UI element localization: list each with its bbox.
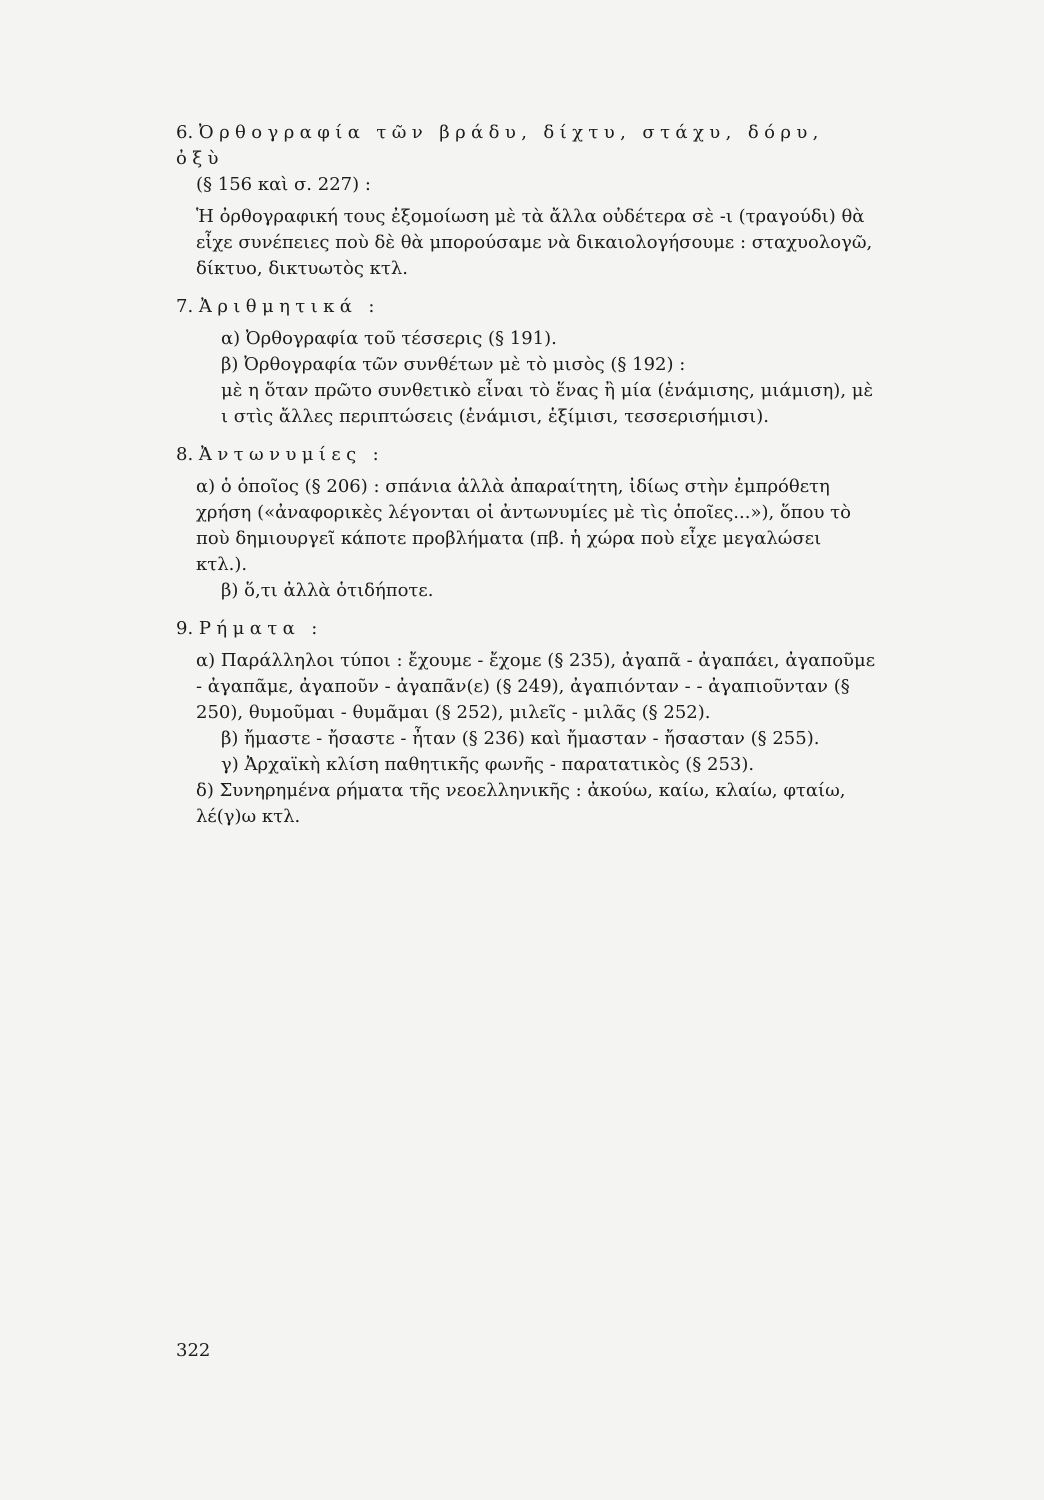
section-heading: Ρήματα : [198,618,323,639]
list-item: α) ὁ ὁποῖος (§ 206) : σπάνια ἀλλὰ ἀπαραίτητη, ἰδίως στὴν ἐμπρόθετη χρήση («ἀναφορικὲς λέγονται οἱ ἀντωνυμίες μὲ τὶς ὁποῖες...»), ὅπου τὸ ποὺ δημιουργεῖ κάποτε προβλήματα (πβ. ἡ χώρα ποὺ εἶχε μεγαλώσει κτλ.). [196,476,851,575]
section-number: 6. [176,122,194,143]
page-number: 322 [176,1340,211,1361]
section-heading: Ὀρθογραφία τῶν βράδυ, δίχτυ, στάχυ, δόρυ, ὀξὺ [176,122,824,169]
list-item: β) ὅ,τι ἀλλὰ ὁτιδήποτε. [221,580,434,601]
list-item: μὲ η ὅταν πρῶτο συνθετικὸ εἶναι τὸ ἕνας ἢ μία (ἑνάμισης, μιάμιση), μὲ ι στὶς ἄλλες περιπτώσεις (ἑνάμισι, ἑξίμισι, τεσσερισήμισι). [221,380,874,427]
section-number: 9. [176,618,194,639]
section-reference: (§ 156 καὶ σ. 227) : [196,174,371,195]
section-heading: Ἀριθμητικά : [198,296,380,317]
section-7 [176,294,876,430]
section-number: 7. [176,296,194,317]
section-8 [176,442,876,604]
list-item: δ) Συνηρημένα ρήματα τῆς νεοελληνικῆς : ἀκούω, καίω, κλαίω, φταίω, λέ(γ)ω κτλ. [196,780,846,827]
list-item: β) ἤμαστε - ἤσαστε - ἦταν (§ 236) καὶ ἤμασταν - ἤσασταν (§ 255). [221,728,820,749]
section-6 [176,120,876,282]
list-item: γ) Ἀρχαϊκὴ κλίση παθητικῆς φωνῆς - παρατατικὸς (§ 253). [221,754,755,775]
list-item: α) Παράλληλοι τύποι : ἔχουμε - ἔχομε (§ 235), ἀγαπᾶ - ἀγαπάει, ἀγαποῦμε - ἀγαπᾶμε, ἀγαποῦν - ἀγαπᾶν(ε) (§ 249), ἀγαπιόνταν - - ἀγαπιοῦνταν (§ 250), θυμοῦμαι - θυμᾶμαι (§ 252), μιλεῖς - μιλᾶς (§ 252). [196,650,876,723]
list-item: β) Ὀρθογραφία τῶν συνθέτων μὲ τὸ μισὸς (§ 192) : [221,354,686,375]
section-number: 8. [176,444,194,465]
section-heading: Ἀντωνυμίες : [198,444,385,465]
section-body: Ἡ ὀρθογραφική τους ἐξομοίωση μὲ τὰ ἄλλα οὐδέτερα σὲ -ι (τραγούδι) θὰ εἶχε συνέπειες ποὺ δὲ θὰ μπορούσαμε νὰ δικαιολογήσουμε : σταχυολογῶ, δίκτυο, δικτυωτὸς κτλ. [196,206,873,279]
list-item: α) Ὀρθογραφία τοῦ τέσσερις (§ 191). [221,328,557,349]
section-9 [176,616,876,830]
page-text [176,120,876,842]
